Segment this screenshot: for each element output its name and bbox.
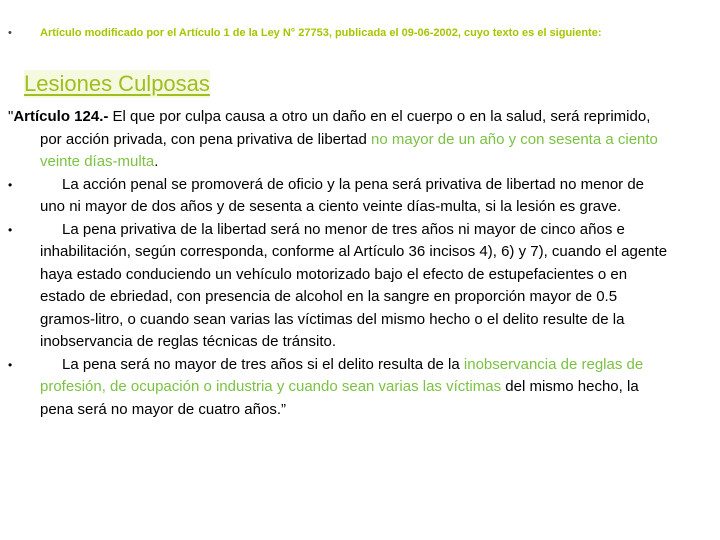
article-label: Artículo 124.- bbox=[13, 108, 109, 125]
intro-text: El que por culpa causa a otro un daño en el cuerpo o en la salud, será reprimido, por acción privada, con pena privativa de libertad bbox=[40, 108, 651, 148]
section-heading: Lesiones Culposas bbox=[24, 71, 210, 96]
article-body bbox=[8, 106, 668, 421]
intro-highlight: no mayor de un año y con sesenta a ciento veinte días-multa bbox=[40, 130, 658, 170]
intro-end: . bbox=[154, 153, 159, 170]
note-bullet: • bbox=[8, 27, 12, 39]
list-item bbox=[8, 174, 668, 219]
list-item bbox=[8, 354, 668, 422]
item-highlight: inobservancia de reglas de profesión, de ocupación o industria y cuando sean varias las víctimas bbox=[40, 355, 644, 395]
bullet-marker: • bbox=[8, 357, 13, 372]
amendment-note bbox=[8, 26, 648, 40]
list-item bbox=[8, 219, 668, 354]
note-text: Artículo modificado por el Artículo 1 de la Ley N° 27753, publicada el 09-06-2002, cuyo texto es el siguiente: bbox=[40, 27, 602, 39]
item-text: La pena será no mayor de tres años si el delito resulta de la bbox=[62, 355, 464, 373]
item-text: La pena privativa de la libertad será no menor de tres años ni mayor de cinco años e inhabilitación, según corresponda, conforme al Artículo 36 incisos 4), 6) y 7), cuando el agente haya estado conduciendo un vehículo motorizado bajo el efecto de estupefacientes o en estado de ebriedad, con presencia de alcohol en la sangre en proporción mayor de 0.5 gramos-litro, o cuando sean varias las víctimas del mismo hecho o el delito resulte de la inobservancia de reglas técnicas de tránsito. bbox=[40, 220, 668, 350]
bullet-marker: • bbox=[8, 177, 13, 192]
item-text-end: del mismo hecho, la pena será no mayor de cuatro años.” bbox=[40, 378, 639, 418]
article-intro bbox=[8, 106, 668, 174]
bullet-marker: • bbox=[8, 222, 13, 237]
item-text: La acción penal se promoverá de oficio y la pena será privativa de libertad no menor de uno ni mayor de dos años y de sesenta a ciento veinte días-multa, si la lesión es grave. bbox=[40, 175, 645, 215]
open-quote: " bbox=[8, 108, 14, 125]
